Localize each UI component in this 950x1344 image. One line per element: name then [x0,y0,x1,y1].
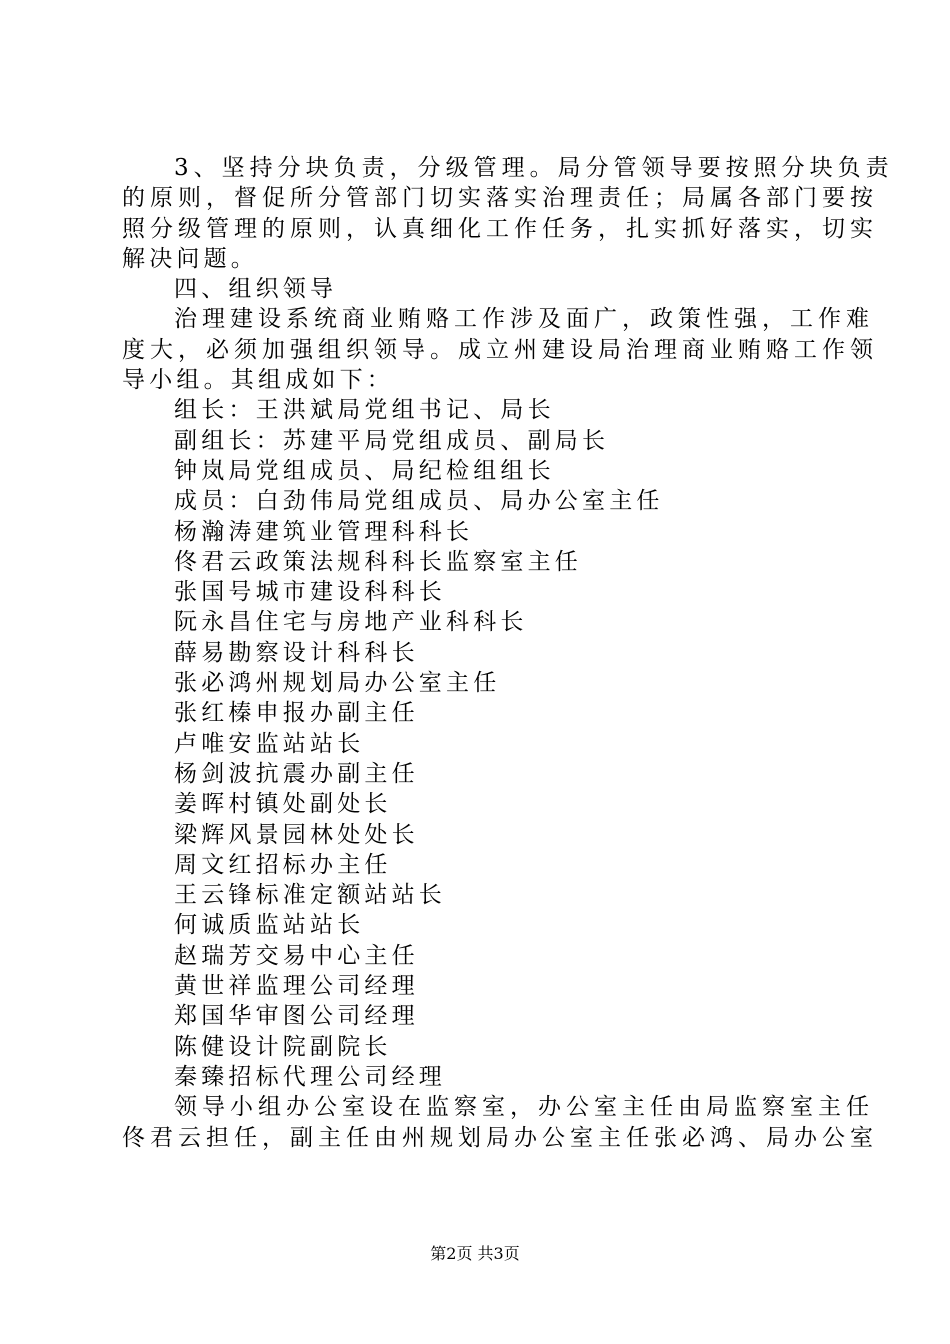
paragraph-line: 度大，必须加强组织领导。成立州建设局治理商业贿赂工作领 [122,336,878,363]
member-line: 佟君云政策法规科科长监察室主任 [174,548,582,575]
paragraph-line: 照分级管理的原则，认真细化工作任务，扎实抓好落实，切实 [122,215,878,242]
document-body [122,153,894,1153]
member-line: 张国号城市建设科科长 [174,579,446,606]
member-list [122,395,832,1092]
member-line: 周文红招标办主任 [174,851,392,878]
member-line: 陈健设计院副院长 [174,1033,392,1060]
member-line: 组长：王洪斌局党组书记、局长 [174,397,555,424]
paragraph-line: 佟君云担任，副主任由州规划局办公室主任张必鸿、局办公室 [122,1124,878,1151]
member-line: 副组长：苏建平局党组成员、副局长 [174,427,610,454]
member-line: 张必鸿州规划局办公室主任 [174,670,501,697]
paragraph-3 [122,153,894,274]
member-line: 姜晖村镇处副处长 [174,791,392,818]
paragraph-line: 的原则，督促所分管部门切实落实治理责任；局属各部门要按 [122,185,878,212]
paragraph-line: 导小组。其组成如下： [122,367,394,394]
member-line: 赵瑞芳交易中心主任 [174,942,419,969]
member-line: 张红榛申报办副主任 [174,700,419,727]
member-line: 王云锋标准定额站站长 [174,882,446,909]
member-line: 何诚质监站站长 [174,912,365,939]
member-line: 郑国华审图公司经理 [174,1003,419,1030]
paragraph-line: 3、坚持分块负责，分级管理。局分管领导要按照分块负责 [174,155,894,181]
paragraph-line: 解决问题。 [122,245,258,272]
section-intro-paragraph [122,304,878,395]
member-line: 梁辉风景园林处处长 [174,821,419,848]
member-line: 杨剑波抗震办副主任 [174,760,419,787]
section-heading: 四、组织领导 [174,276,338,303]
member-line: 卢唯安监站站长 [174,730,365,757]
member-line: 薛易勘察设计科科长 [174,639,419,666]
member-line: 秦臻招标代理公司经理 [174,1063,446,1090]
office-paragraph [122,1092,878,1153]
member-line: 钟岚局党组成员、局纪检组组长 [174,457,555,484]
paragraph-line: 治理建设系统商业贿赂工作涉及面广，政策性强，工作难 [174,306,874,333]
member-line: 杨瀚涛建筑业管理科科长 [174,518,474,545]
paragraph-line: 领导小组办公室设在监察室，办公室主任由局监察室主任 [174,1094,874,1121]
member-line: 黄世祥监理公司经理 [174,973,419,1000]
member-line: 阮永昌住宅与房地产业科科长 [174,609,528,636]
page-number-footer: 第2页 共3页 [430,1244,520,1263]
member-line: 成员：白劲伟局党组成员、局办公室主任 [174,488,664,515]
